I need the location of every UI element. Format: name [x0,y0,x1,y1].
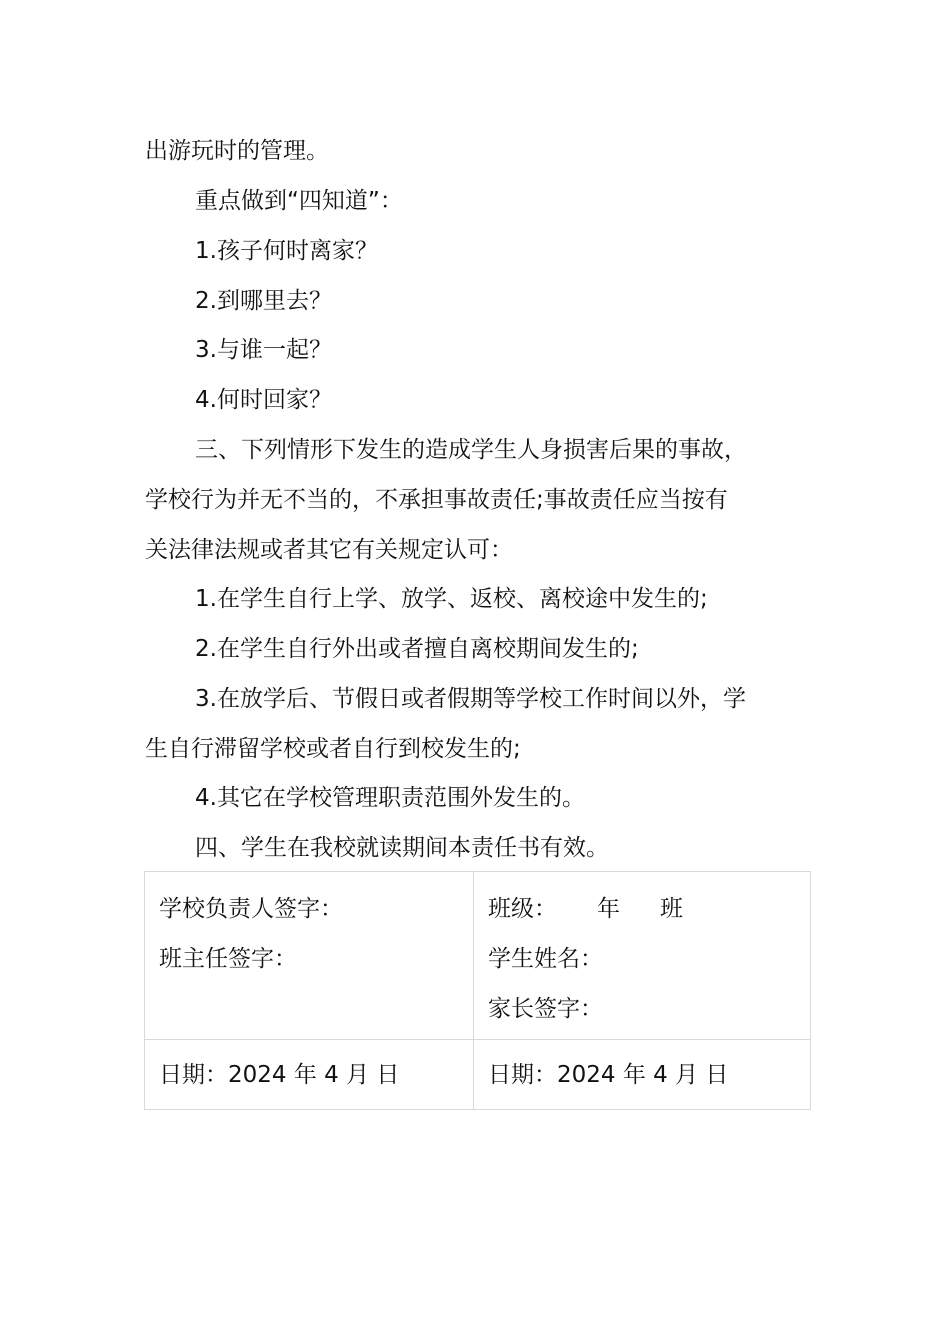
paragraph-line: 学校行为并无不当的，不承担事故责任;事故责任应当按有 [145,487,728,513]
date-row [145,1040,811,1110]
family-signature-cell [474,872,811,1040]
school-date-cell [145,1040,474,1110]
list-item: 1.孩子何时离家？ [195,238,378,264]
signature-table [144,871,811,1110]
class-label: 班级： [488,896,557,922]
section-four-heading: 四、学生在我校就读期间本责任书有效。 [195,835,609,861]
paragraph-line: 关法律法规或者其它有关规定认可： [145,537,513,563]
parent-signature-label: 家长签字： [488,996,603,1022]
grade-label: 年 [597,896,620,922]
list-item: 2.到哪里去？ [195,288,332,314]
list-item: 1.在学生自行上学、放学、返校、离校途中发生的; [195,586,708,612]
list-item: 2.在学生自行外出或者擅自离校期间发生的; [195,636,639,662]
student-name-label: 学生姓名： [488,946,603,972]
list-item: 3.与谁一起？ [195,337,332,363]
class-field [488,894,796,924]
list-item: 3.在放学后、节假日或者假期等学校工作时间以外，学 [195,686,746,712]
family-date-label: 日期：2024 年 4 月 日 [488,1062,729,1088]
section-three-heading: 三、下列情形下发生的造成学生人身损害后果的事故， [195,437,747,463]
paragraph-line: 生自行滞留学校或者自行到校发生的; [145,736,521,762]
paragraph-continuation: 出游玩时的管理。 [145,138,329,164]
paragraph-four-knows-heading: 重点做到“四知道”： [195,188,403,214]
family-date-cell [474,1040,811,1110]
principal-signature-label: 学校负责人签字： [159,896,343,922]
signature-row [145,872,811,1040]
list-item: 4.其它在学校管理职责范围外发生的。 [195,785,585,811]
list-item: 4.何时回家？ [195,387,332,413]
school-date-label: 日期：2024 年 4 月 日 [159,1062,400,1088]
class-unit-label: 班 [660,896,683,922]
school-signature-cell [145,872,474,1040]
head-teacher-signature-label: 班主任签字： [159,946,297,972]
